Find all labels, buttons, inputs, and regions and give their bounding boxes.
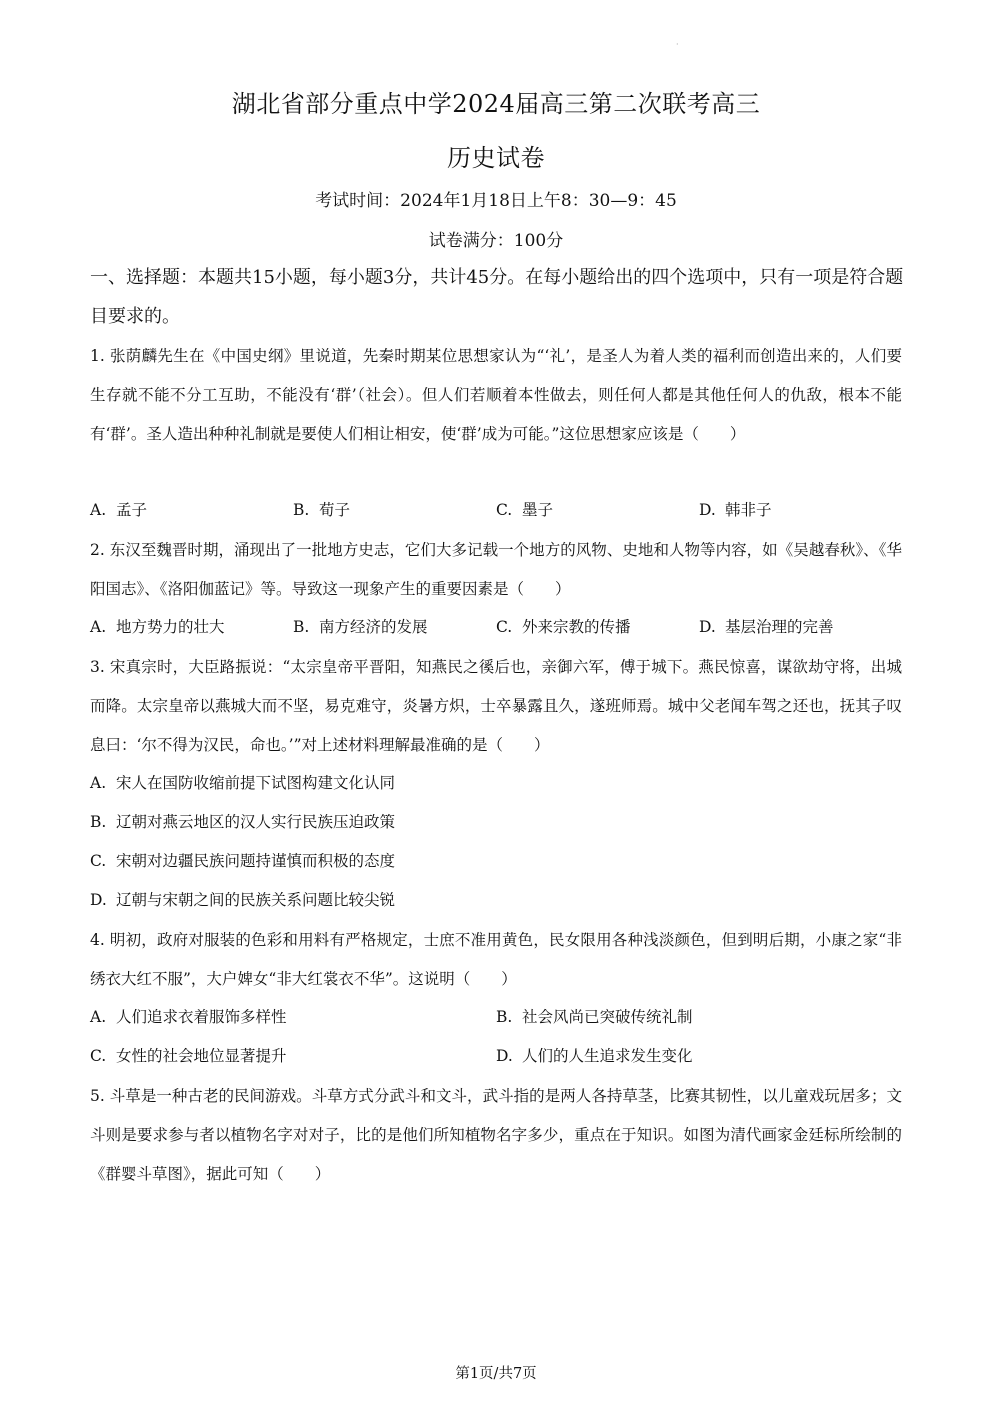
option-b: B. 荀子 bbox=[293, 501, 351, 519]
option-b: B. 南方经济的发展 bbox=[293, 618, 428, 636]
option-d: D. 基层治理的完善 bbox=[699, 618, 834, 636]
section-instruction: 一、选择题：本题共15小题，每小题3分，共计45分。在每小题给出的四个选项中，只有一项是符合题目要求的。 bbox=[90, 267, 904, 327]
question-3-stem: 3. 宋真宗时，大臣路振说：“太宗皇帝平晋阳，知燕民之徯后也，亲御六军，傅于城下。燕民惊喜，谋欲劫守将，出城而降。太宗皇帝以燕城大而不坚，易克难守，炎暑方炽，士卒暴露且久，遂班师焉。城中父老闻车驾之还也，抚其子叹息曰：‘尔不得为汉民，命也。’”对上述材料理解最准确的是（ ） bbox=[90, 658, 902, 754]
option-c: C. 女性的社会地位显著提升 bbox=[90, 1047, 287, 1065]
exam-subject: 历史试卷 bbox=[447, 144, 545, 172]
question-3-option-c: C. 宋朝对边疆民族问题持谨慎而积极的态度 bbox=[90, 852, 396, 870]
option-a: A. 孟子 bbox=[90, 501, 148, 519]
question-2-options bbox=[90, 615, 902, 645]
question-1-stem: 1. 张荫麟先生在《中国史纲》里说道，先秦时期某位思想家认为“‘礼’，是圣人为着人类的福利而创造出来的，人们要生存就不能不分工互助，不能没有‘群’（社会）。但人们若顺着本性做去，则任何人都是其他任何人的仇敌，根本不能有‘群’。圣人造出种种礼制就是要使人们相让相安，使‘群’成为可能。”这位思想家应该是（ ） bbox=[90, 347, 902, 443]
option-a: A. 人们追求衣着服饰多样性 bbox=[90, 1008, 287, 1026]
exam-time: 考试时间：2024年1月18日上午8：30—9：45 bbox=[315, 191, 677, 211]
question-5-stem: 5. 斗草是一种古老的民间游戏。斗草方式分武斗和文斗，武斗指的是两人各持草茎，比赛其韧性，以儿童戏玩居多；文斗则是要求参与者以植物名字对对子，比的是他们所知植物名字多少，重点在于知识。如图为清代画家金廷标所绘制的《群婴斗草图》，据此可知（ ） bbox=[90, 1087, 902, 1183]
option-c: C. 外来宗教的传播 bbox=[496, 618, 631, 636]
option-d: D. 人们的人生追求发生变化 bbox=[496, 1047, 693, 1065]
option-d: D. 韩非子 bbox=[699, 501, 772, 519]
question-3-option-d: D. 辽朝与宋朝之间的民族关系问题比较尖锐 bbox=[90, 891, 396, 909]
question-4-stem: 4. 明初，政府对服装的色彩和用料有严格规定，士庶不准用黄色，民女限用各种浅淡颜色，但到明后期，小康之家“非绣衣大红不服”，大户婢女“非大红裳衣不华”。这说明（ ） bbox=[90, 931, 902, 988]
option-b: B. 社会风尚已突破传统礼制 bbox=[496, 1008, 693, 1026]
option-c: C. 墨子 bbox=[496, 501, 554, 519]
question-4-options-row1 bbox=[90, 1005, 902, 1035]
option-a: A. 地方势力的壮大 bbox=[90, 618, 225, 636]
page-indicator: 第1页/共7页 bbox=[455, 1366, 537, 1382]
question-2-stem: 2. 东汉至魏晋时期，涌现出了一批地方史志，它们大多记载一个地方的风物、史地和人物等内容，如《吴越春秋》、《华阳国志》、《洛阳伽蓝记》等。导致这一现象产生的重要因素是（ ） bbox=[90, 541, 902, 598]
question-4-options-row2 bbox=[90, 1044, 902, 1074]
full-score: 试卷满分：100分 bbox=[428, 231, 564, 251]
scan-dot: · bbox=[676, 40, 679, 49]
exam-title: 湖北省部分重点中学2024届高三第二次联考高三 bbox=[231, 90, 761, 118]
question-3-option-a: A. 宋人在国防收缩前提下试图构建文化认同 bbox=[90, 774, 396, 792]
question-1-options bbox=[90, 498, 902, 528]
question-3-option-b: B. 辽朝对燕云地区的汉人实行民族压迫政策 bbox=[90, 813, 396, 831]
